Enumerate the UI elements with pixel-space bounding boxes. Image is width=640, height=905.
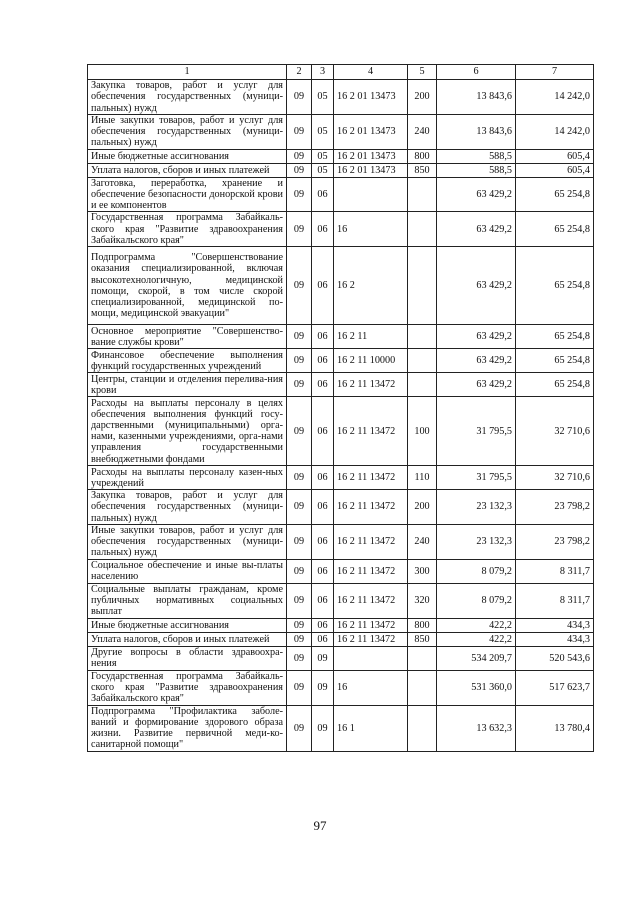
row-target-article: 16 2 11 10000 bbox=[334, 349, 408, 373]
row-name: Расходы на выплаты персоналу в целях обеспечения выполнения функций госу-дарственными (муниципальными) орга-нами, казенными учреждениями, орга-нами управления государственными внебюджетными фондами bbox=[88, 397, 287, 466]
row-target-article: 16 2 11 13472 bbox=[334, 397, 408, 466]
row-name: Подпрограмма "Профилактика заболе-ваний и формирование здорового образа жизни. Развитие первичной меди-ко-санитарной помощи" bbox=[88, 705, 287, 751]
row-amount-1: 63 429,2 bbox=[437, 177, 516, 212]
row-expense-type: 800 bbox=[408, 618, 437, 632]
row-target-article: 16 2 11 13472 bbox=[334, 583, 408, 618]
row-section: 09 bbox=[287, 349, 312, 373]
row-expense-type: 850 bbox=[408, 163, 437, 177]
row-subsection: 06 bbox=[312, 177, 334, 212]
row-expense-type: 100 bbox=[408, 397, 437, 466]
row-subsection: 06 bbox=[312, 618, 334, 632]
row-amount-1: 531 360,0 bbox=[437, 670, 516, 705]
table-row bbox=[88, 212, 594, 247]
row-name: Центры, станции и отделения перелива-ния крови bbox=[88, 373, 287, 397]
row-subsection: 09 bbox=[312, 670, 334, 705]
row-name: Иные закупки товаров, работ и услуг для обеспечения государственных (муници-пальных) нужд bbox=[88, 524, 287, 559]
row-expense-type bbox=[408, 247, 437, 325]
row-amount-1: 588,5 bbox=[437, 163, 516, 177]
row-name: Закупка товаров, работ и услуг для обеспечения государственных (муници-пальных) нужд bbox=[88, 490, 287, 525]
row-subsection: 06 bbox=[312, 349, 334, 373]
row-expense-type: 800 bbox=[408, 149, 437, 163]
row-amount-2: 65 254,8 bbox=[516, 177, 594, 212]
column-header: 6 bbox=[437, 65, 516, 80]
row-target-article: 16 2 bbox=[334, 247, 408, 325]
row-amount-2: 434,3 bbox=[516, 632, 594, 646]
row-target-article: 16 2 01 13473 bbox=[334, 80, 408, 115]
row-expense-type: 110 bbox=[408, 466, 437, 490]
row-target-article: 16 bbox=[334, 212, 408, 247]
row-section: 09 bbox=[287, 115, 312, 150]
row-amount-2: 14 242,0 bbox=[516, 115, 594, 150]
row-target-article: 16 bbox=[334, 670, 408, 705]
row-expense-type bbox=[408, 373, 437, 397]
page-number: 97 bbox=[313, 818, 327, 833]
row-target-article: 16 2 11 bbox=[334, 325, 408, 349]
row-subsection: 05 bbox=[312, 163, 334, 177]
row-amount-2: 605,4 bbox=[516, 149, 594, 163]
row-amount-1: 63 429,2 bbox=[437, 212, 516, 247]
row-expense-type bbox=[408, 670, 437, 705]
table-row bbox=[88, 490, 594, 525]
row-target-article: 16 2 01 13473 bbox=[334, 115, 408, 150]
row-name: Социальное обеспечение и иные вы-платы населению bbox=[88, 559, 287, 583]
table-row bbox=[88, 80, 594, 115]
row-expense-type bbox=[408, 325, 437, 349]
row-expense-type: 300 bbox=[408, 559, 437, 583]
row-amount-1: 63 429,2 bbox=[437, 247, 516, 325]
table-row bbox=[88, 524, 594, 559]
row-amount-2: 65 254,8 bbox=[516, 349, 594, 373]
row-amount-1: 63 429,2 bbox=[437, 373, 516, 397]
row-subsection: 06 bbox=[312, 524, 334, 559]
table-row bbox=[88, 583, 594, 618]
row-amount-1: 63 429,2 bbox=[437, 325, 516, 349]
row-name: Заготовка, переработка, хранение и обеспечение безопасности донорской крови и ее компонентов bbox=[88, 177, 287, 212]
row-name: Государственная программа Забайкаль-ского края "Развитие здравоохранения Забайкальского края" bbox=[88, 670, 287, 705]
row-target-article: 16 2 11 13472 bbox=[334, 373, 408, 397]
row-expense-type bbox=[408, 705, 437, 751]
row-target-article: 16 2 01 13473 bbox=[334, 163, 408, 177]
table-header-row bbox=[88, 65, 594, 80]
column-header: 7 bbox=[516, 65, 594, 80]
row-amount-1: 31 795,5 bbox=[437, 466, 516, 490]
table-row bbox=[88, 247, 594, 325]
row-name: Государственная программа Забайкаль-ского края "Развитие здравоохранения Забайкальского края" bbox=[88, 212, 287, 247]
row-amount-2: 65 254,8 bbox=[516, 325, 594, 349]
row-section: 09 bbox=[287, 163, 312, 177]
table-row bbox=[88, 559, 594, 583]
row-amount-2: 65 254,8 bbox=[516, 373, 594, 397]
row-amount-2: 517 623,7 bbox=[516, 670, 594, 705]
table-row bbox=[88, 705, 594, 751]
row-amount-1: 534 209,7 bbox=[437, 646, 516, 670]
row-subsection: 06 bbox=[312, 466, 334, 490]
row-amount-1: 31 795,5 bbox=[437, 397, 516, 466]
row-name: Социальные выплаты гражданам, кроме публичных нормативных социальных выплат bbox=[88, 583, 287, 618]
row-amount-1: 8 079,2 bbox=[437, 559, 516, 583]
row-amount-1: 23 132,3 bbox=[437, 524, 516, 559]
table-row bbox=[88, 373, 594, 397]
row-expense-type: 320 bbox=[408, 583, 437, 618]
row-target-article: 16 2 11 13472 bbox=[334, 618, 408, 632]
row-amount-2: 32 710,6 bbox=[516, 466, 594, 490]
row-expense-type bbox=[408, 646, 437, 670]
row-name: Иные бюджетные ассигнования bbox=[88, 618, 287, 632]
row-expense-type: 850 bbox=[408, 632, 437, 646]
row-name: Расходы на выплаты персоналу казен-ных учреждений bbox=[88, 466, 287, 490]
row-section: 09 bbox=[287, 632, 312, 646]
row-section: 09 bbox=[287, 212, 312, 247]
row-section: 09 bbox=[287, 618, 312, 632]
row-subsection: 06 bbox=[312, 325, 334, 349]
row-expense-type bbox=[408, 212, 437, 247]
row-subsection: 05 bbox=[312, 80, 334, 115]
row-name: Финансовое обеспечение выполнения функций государственных учреждений bbox=[88, 349, 287, 373]
column-header: 1 bbox=[88, 65, 287, 80]
column-header: 2 bbox=[287, 65, 312, 80]
row-target-article: 16 2 01 13473 bbox=[334, 149, 408, 163]
budget-table bbox=[87, 64, 594, 752]
row-subsection: 06 bbox=[312, 583, 334, 618]
table-row bbox=[88, 149, 594, 163]
row-amount-2: 8 311,7 bbox=[516, 583, 594, 618]
row-amount-2: 23 798,2 bbox=[516, 524, 594, 559]
column-header: 4 bbox=[334, 65, 408, 80]
row-section: 09 bbox=[287, 80, 312, 115]
row-subsection: 06 bbox=[312, 212, 334, 247]
table-row bbox=[88, 163, 594, 177]
column-header: 5 bbox=[408, 65, 437, 80]
row-name: Подпрограмма "Совершенствование оказания специализированной, включая высокотехнологичную, медицинской помощи, скорой, в том числе скорой специализированной, медицинской по-мощи, медицинской эвакуации" bbox=[88, 247, 287, 325]
row-amount-1: 13 843,6 bbox=[437, 80, 516, 115]
row-section: 09 bbox=[287, 373, 312, 397]
table-row bbox=[88, 397, 594, 466]
row-expense-type: 240 bbox=[408, 524, 437, 559]
table-row bbox=[88, 466, 594, 490]
table-row bbox=[88, 115, 594, 150]
row-section: 09 bbox=[287, 490, 312, 525]
row-target-article: 16 2 11 13472 bbox=[334, 632, 408, 646]
row-subsection: 05 bbox=[312, 149, 334, 163]
row-subsection: 06 bbox=[312, 632, 334, 646]
row-name: Уплата налогов, сборов и иных платежей bbox=[88, 163, 287, 177]
table-row bbox=[88, 618, 594, 632]
row-amount-1: 422,2 bbox=[437, 618, 516, 632]
row-section: 09 bbox=[287, 177, 312, 212]
row-expense-type bbox=[408, 349, 437, 373]
row-section: 09 bbox=[287, 559, 312, 583]
row-expense-type bbox=[408, 177, 437, 212]
row-amount-1: 13 632,3 bbox=[437, 705, 516, 751]
table-row bbox=[88, 349, 594, 373]
table-row bbox=[88, 177, 594, 212]
row-subsection: 06 bbox=[312, 490, 334, 525]
row-amount-1: 23 132,3 bbox=[437, 490, 516, 525]
row-expense-type: 200 bbox=[408, 80, 437, 115]
row-amount-1: 588,5 bbox=[437, 149, 516, 163]
row-amount-1: 13 843,6 bbox=[437, 115, 516, 150]
row-target-article: 16 2 11 13472 bbox=[334, 559, 408, 583]
row-amount-2: 434,3 bbox=[516, 618, 594, 632]
row-target-article: 16 2 11 13472 bbox=[334, 490, 408, 525]
row-target-article bbox=[334, 177, 408, 212]
row-amount-1: 63 429,2 bbox=[437, 349, 516, 373]
row-expense-type: 240 bbox=[408, 115, 437, 150]
table-row bbox=[88, 670, 594, 705]
row-amount-2: 14 242,0 bbox=[516, 80, 594, 115]
row-amount-2: 32 710,6 bbox=[516, 397, 594, 466]
row-name: Другие вопросы в области здравоохра-нения bbox=[88, 646, 287, 670]
row-section: 09 bbox=[287, 670, 312, 705]
row-subsection: 06 bbox=[312, 247, 334, 325]
row-subsection: 06 bbox=[312, 559, 334, 583]
table-row bbox=[88, 325, 594, 349]
row-name: Иные бюджетные ассигнования bbox=[88, 149, 287, 163]
row-section: 09 bbox=[287, 149, 312, 163]
row-section: 09 bbox=[287, 646, 312, 670]
row-amount-2: 520 543,6 bbox=[516, 646, 594, 670]
row-name: Основное мероприятие "Совершенство-вание службы крови" bbox=[88, 325, 287, 349]
row-section: 09 bbox=[287, 705, 312, 751]
table-row bbox=[88, 646, 594, 670]
row-amount-1: 422,2 bbox=[437, 632, 516, 646]
row-subsection: 09 bbox=[312, 705, 334, 751]
row-name: Иные закупки товаров, работ и услуг для обеспечения государственных (муници-пальных) нужд bbox=[88, 115, 287, 150]
row-subsection: 09 bbox=[312, 646, 334, 670]
row-amount-2: 8 311,7 bbox=[516, 559, 594, 583]
row-amount-2: 13 780,4 bbox=[516, 705, 594, 751]
row-section: 09 bbox=[287, 247, 312, 325]
row-subsection: 05 bbox=[312, 115, 334, 150]
row-amount-2: 65 254,8 bbox=[516, 212, 594, 247]
row-section: 09 bbox=[287, 583, 312, 618]
row-amount-2: 23 798,2 bbox=[516, 490, 594, 525]
row-name: Закупка товаров, работ и услуг для обеспечения государственных (муници-пальных) нужд bbox=[88, 80, 287, 115]
column-header: 3 bbox=[312, 65, 334, 80]
row-expense-type: 200 bbox=[408, 490, 437, 525]
row-section: 09 bbox=[287, 397, 312, 466]
row-target-article bbox=[334, 646, 408, 670]
row-subsection: 06 bbox=[312, 397, 334, 466]
table-row bbox=[88, 632, 594, 646]
row-target-article: 16 2 11 13472 bbox=[334, 466, 408, 490]
row-target-article: 16 2 11 13472 bbox=[334, 524, 408, 559]
row-amount-1: 8 079,2 bbox=[437, 583, 516, 618]
row-amount-2: 605,4 bbox=[516, 163, 594, 177]
row-section: 09 bbox=[287, 466, 312, 490]
row-name: Уплата налогов, сборов и иных платежей bbox=[88, 632, 287, 646]
row-subsection: 06 bbox=[312, 373, 334, 397]
row-section: 09 bbox=[287, 524, 312, 559]
row-target-article: 16 1 bbox=[334, 705, 408, 751]
row-section: 09 bbox=[287, 325, 312, 349]
row-amount-2: 65 254,8 bbox=[516, 247, 594, 325]
